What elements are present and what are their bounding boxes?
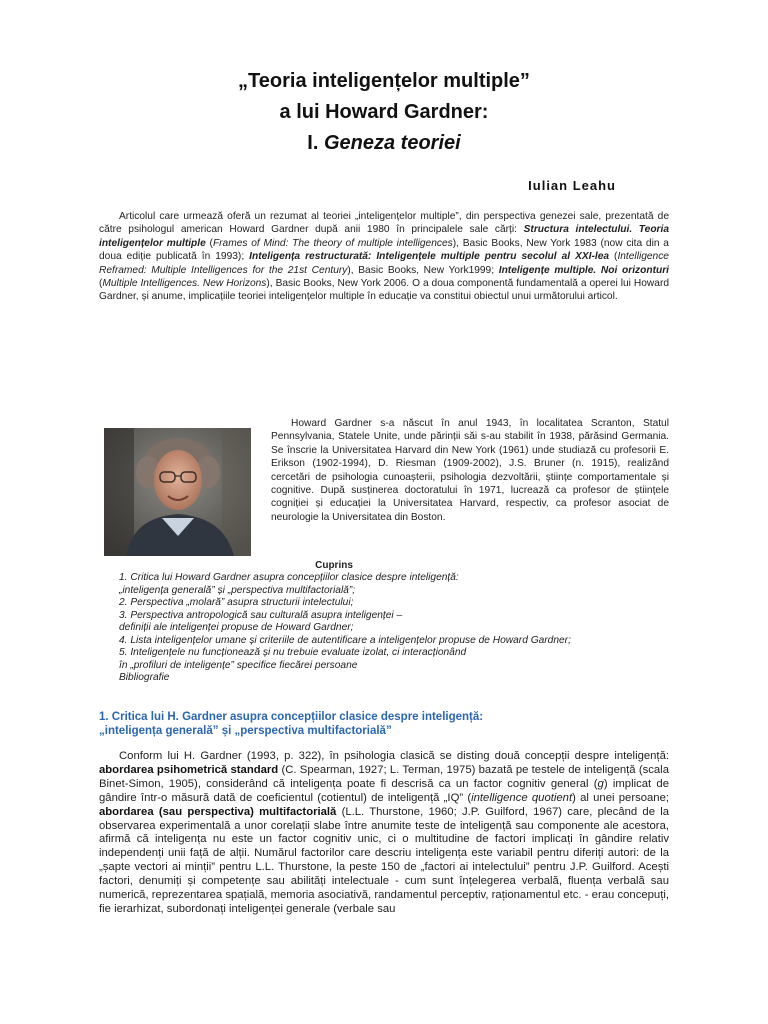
- intro-text-run: Multiple Intelligences. New Horizons: [102, 278, 267, 290]
- intro-text-run: Articolul care urmează oferă un rezumat al teoriei „inteligențelor multiple”, din perspectiva genezei sale, prezentată de către psihologul american Howard Gardner după anii 1980 în principalele sale cărți:: [99, 211, 669, 236]
- title-line-3: [0, 128, 768, 159]
- intro-text-run: Inteligențe multiple. Noi orizonturi: [498, 264, 669, 276]
- body-text-run: abordarea (sau perspectiva) multifactorială: [99, 805, 337, 818]
- intro-text-run: (: [99, 278, 103, 290]
- body-text-run: g: [597, 777, 604, 790]
- toc-heading: Cuprins: [315, 560, 353, 571]
- toc-entry: „inteligența generală” și „perspectiva multifactorială”;: [119, 584, 356, 596]
- document-title: [0, 66, 768, 159]
- toc-entry: Bibliografie: [119, 672, 170, 683]
- toc-entry: în „profiluri de inteligențe” specifice fiecărei persoane: [119, 659, 358, 671]
- body-text-run: abordarea psihometrică standard: [99, 763, 279, 776]
- intro-text-run: Inteligența restructurată: Inteligențele multiple pentru secolul al XXI-lea: [249, 251, 610, 263]
- bio-paragraph: Howard Gardner s-a născut în anul 1943, în localitatea Scranton, Statul Pennsylvania, Statele Unite, unde părinții săi s-au stabilit în 1938, părăsind Germania. Se înscrie la Universitatea Harvard din New York (1961) unde studiază cu profesorii E. Erikson (1902-1994), D. Riesman (1909-2002), J.S. Bruner (n. 1915), realizând cercetări de psihologia cunoașterii, psihologia dezvoltării, științe comportamentale și cognitive. După susținerea doctoratului în 1971, lucrează ca profesor de științele cogniției și educației la Universitatea Harvard, respectiv, ca profesor asociat de neurologie la Universitatea din Boston.: [271, 418, 669, 523]
- intro-text-run: ), Basic Books, New York1999;: [347, 264, 499, 276]
- section-1-heading: [99, 710, 669, 738]
- toc-entry: 3. Perspectiva antropologică sau culturală asupra inteligenței –: [119, 609, 403, 621]
- body-text-run: ) al unei persoane;: [572, 791, 670, 804]
- toc-entry: 1. Critica lui Howard Gardner asupra concepțiilor clasice despre inteligență:: [119, 572, 459, 583]
- title-part-subtitle: Geneza teoriei: [323, 132, 461, 154]
- intro-text-run: ), Basic Books, New York 2006. O a doua componentă fundamentală a operei lui Howard Gardner, și anume, implicațiile teoriei inteligențelor multiple în educație va constitui obiectul unui următorului articol.: [99, 278, 670, 303]
- title-line-2: a lui Howard Gardner:: [279, 101, 489, 123]
- toc-entry: 4. Lista inteligențelor umane și criteriile de autentificare a inteligențelor propuse de Howard Gardner;: [119, 634, 571, 646]
- section-1-heading-line-1: 1. Critica lui H. Gardner asupra concepțiilor clasice despre inteligență:: [99, 711, 484, 723]
- table-of-contents: [119, 572, 679, 685]
- toc-entry: 5. Inteligențele nu funcționează și nu trebuie evaluate izolat, ci interacționând: [119, 647, 467, 658]
- intro-text-run: (: [609, 251, 618, 263]
- section-1-paragraph: [99, 750, 669, 917]
- intro-text-run: Structura intelectului. Teoria inteligențelor multiple: [99, 224, 669, 249]
- intro-text-run: Frames of Mind: The theory of multiple intelligences: [212, 237, 453, 249]
- body-text-run: Conform lui H. Gardner (1993, p. 322), în psihologia clasică se disting două concepții despre inteligență:: [119, 750, 669, 762]
- intro-text-run: ), Basic Books, New York 1983 (now cita din a doua ediție publicată în 1993);: [99, 237, 669, 263]
- toc-entry: definiții ale inteligenței propuse de Howard Gardner;: [119, 622, 354, 633]
- intro-paragraph: [99, 210, 669, 304]
- title-part-number: I.: [307, 132, 324, 154]
- toc-entry: 2. Perspectiva „molară” asupra structurii intelectului;: [119, 597, 354, 608]
- body-text-run: ) implicat de gândire într-o măsură dată de coeficientul (cotientul) de inteligență „IQ” (: [99, 777, 669, 804]
- section-1-heading-line-2: „inteligența generală” și „perspectiva multifactorială”: [99, 725, 392, 737]
- author-name: Iulian Leahu: [528, 178, 616, 193]
- intro-text-run: Intelligence Reframed: Multiple Intelligences for the 21st Century: [99, 251, 669, 276]
- author-photo: [104, 428, 251, 556]
- portrait-image: [104, 428, 251, 556]
- body-text-run: (L.L. Thurstone, 1960; J.P. Guilford, 1967) care, plecând de la observarea experimentală a unor corelații slabe între anumite teste de inteligență sau componente ale acestora, afirmă că inteligența nu este un factor cognitiv unic, ci o multitudine de factori implicați în gândire relativ independenți unii față de alții. Numărul factorilor care descriu inteligența este variabil pentru diferiți autori: de la „șapte vectori ai minții” pentru L.L. Thurstone, la peste 150 de „factori ai intelectului” pentru J.P. Guilford. Acești factori, denumiți și competențe sau abilități intelectuale - cum sunt înțelegerea verbală, fluența verbală sau numerică, reprezentarea spațială, memoria asociativă, randamentul perceptiv, raționamentul etc. - erau concepuți, fie ierarhizat, subordonați inteligenței generale (verbale sau: [99, 805, 670, 915]
- intro-text-run: (: [205, 237, 213, 249]
- body-text-run: (C. Spearman, 1927; L. Terman, 1975) bazată pe testele de inteligență (scala Binet-Simon, 1905), considerând că inteligența poate fi descrisă ca un factor cognitiv general (: [99, 763, 669, 790]
- body-text-run: intelligence quotient: [471, 791, 573, 804]
- title-line-1: „Teoria inteligențelor multiple”: [238, 70, 530, 92]
